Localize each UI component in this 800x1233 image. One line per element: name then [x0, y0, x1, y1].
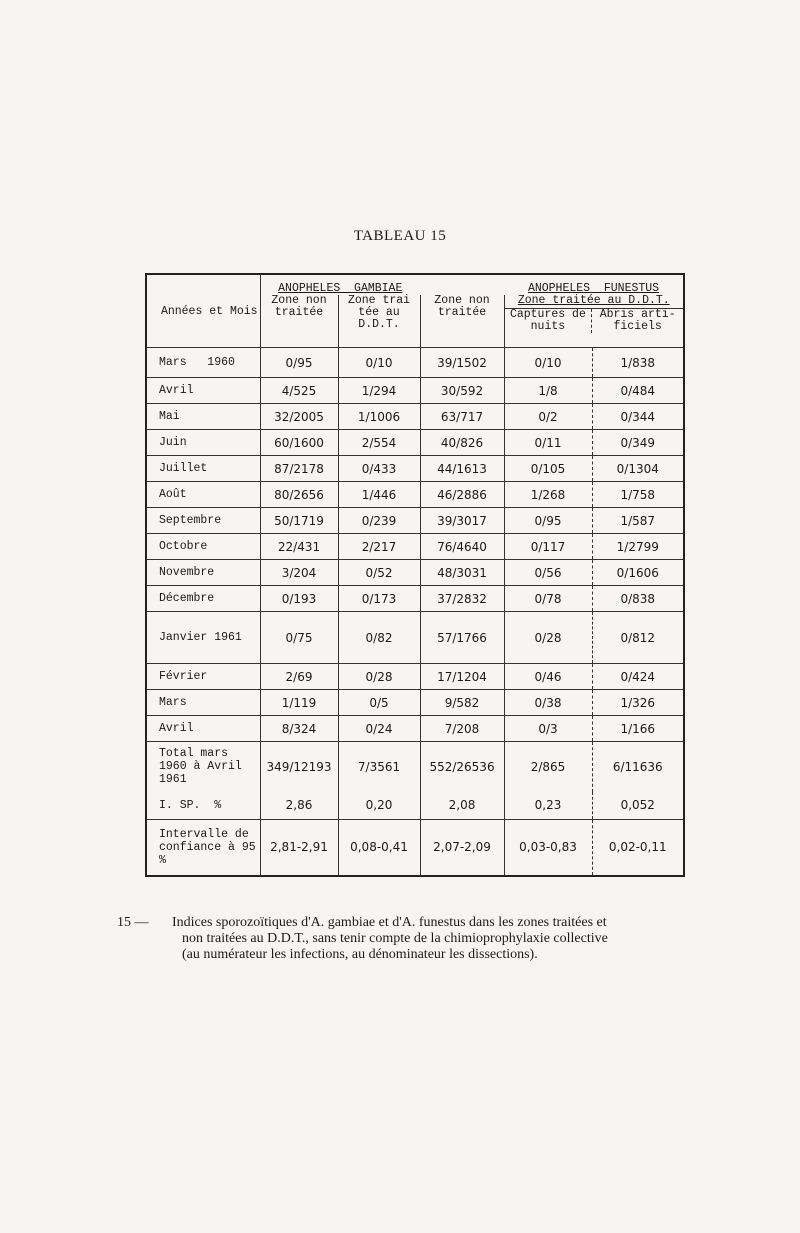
caption-line-3: (au numérateur les infections, au dénominateur les dissections).	[182, 947, 538, 962]
table-cell: 0/95	[504, 508, 592, 534]
table-cell: 8/324	[260, 716, 338, 742]
table-row	[146, 820, 684, 876]
table-cell: 46/2886	[420, 482, 504, 508]
table-cell: 57/1766	[420, 612, 504, 664]
table-row	[146, 690, 684, 716]
table-title: TABLEAU 15	[353, 228, 447, 244]
table-cell: 80/2656	[260, 482, 338, 508]
table-cell: 32/2005	[260, 404, 338, 430]
table-cell: 2,07-2,09	[420, 820, 504, 876]
row-label: Octobre	[146, 534, 260, 560]
table-cell: 17/1204	[420, 664, 504, 690]
table-cell: 0/28	[504, 612, 592, 664]
table-cell: 0/5	[338, 690, 420, 716]
table-cell: 1/268	[504, 482, 592, 508]
table-cell: 0,20	[338, 792, 420, 820]
header-gam-untreated: Zone non traitée	[260, 295, 338, 348]
row-label: Mars	[146, 690, 260, 716]
table-cell: 0/10	[338, 348, 420, 378]
table-cell: 0/424	[592, 664, 684, 690]
table-cell: 0/56	[504, 560, 592, 586]
row-label: Avril	[146, 716, 260, 742]
row-label: Août	[146, 482, 260, 508]
table-cell: 2/865	[504, 742, 592, 792]
table-cell: 39/1502	[420, 348, 504, 378]
row-label: Novembre	[146, 560, 260, 586]
row-label: Septembre	[146, 508, 260, 534]
table-cell: 0/75	[260, 612, 338, 664]
table-cell: 0/433	[338, 456, 420, 482]
table-cell: 0/344	[592, 404, 684, 430]
table-row	[146, 586, 684, 612]
table-row	[146, 792, 684, 820]
caption-number: 15 —	[117, 915, 149, 930]
table-cell: 9/582	[420, 690, 504, 716]
table-row	[146, 456, 684, 482]
sporozoite-table	[145, 273, 685, 877]
header-gam-treated: Zone trai tée au D.D.T.	[338, 295, 420, 348]
table-cell: 60/1600	[260, 430, 338, 456]
header-fun-treated: Zone traitée au D.D.T.	[505, 295, 684, 309]
table-cell: 1/326	[592, 690, 684, 716]
table-cell: 0/239	[338, 508, 420, 534]
table-row	[146, 378, 684, 404]
table-cell: 0/838	[592, 586, 684, 612]
table-cell: 0,052	[592, 792, 684, 820]
table-cell: 7/208	[420, 716, 504, 742]
table-cell: 1/2799	[592, 534, 684, 560]
table-cell: 6/11636	[592, 742, 684, 792]
table-cell: 1/446	[338, 482, 420, 508]
table-cell: 0/28	[338, 664, 420, 690]
table-cell: 0,23	[504, 792, 592, 820]
table-cell: 0/3	[504, 716, 592, 742]
table-cell: 0/10	[504, 348, 592, 378]
table-cell: 2/217	[338, 534, 420, 560]
table-cell: 0/46	[504, 664, 592, 690]
caption-line-1: Indices sporozoïtiques d'A. gambiae et d'A. funestus dans les zones traitées et	[172, 915, 607, 930]
table-cell: 2/69	[260, 664, 338, 690]
table-cell: 2,08	[420, 792, 504, 820]
table-cell: 0/1304	[592, 456, 684, 482]
table-row	[146, 560, 684, 586]
table-cell: 1/838	[592, 348, 684, 378]
table-cell: 87/2178	[260, 456, 338, 482]
table-cell: 1/119	[260, 690, 338, 716]
table-row	[146, 508, 684, 534]
table-row	[146, 534, 684, 560]
table-cell: 1/587	[592, 508, 684, 534]
table-cell: 22/431	[260, 534, 338, 560]
table-cell: 0/117	[504, 534, 592, 560]
row-label: Juillet	[146, 456, 260, 482]
table-row	[146, 742, 684, 792]
table-cell: 0,02-0,11	[592, 820, 684, 876]
row-label: Intervalle de confiance à 95 %	[146, 820, 260, 876]
header-funestus: ANOPHELES FUNESTUS	[527, 282, 660, 295]
table-cell: 63/717	[420, 404, 504, 430]
table-row	[146, 612, 684, 664]
table-row	[146, 430, 684, 456]
table-cell: 30/592	[420, 378, 504, 404]
table-cell: 0/173	[338, 586, 420, 612]
table-cell: 0/82	[338, 612, 420, 664]
table-cell: 76/4640	[420, 534, 504, 560]
table-cell: 552/26536	[420, 742, 504, 792]
table-cell: 2/554	[338, 430, 420, 456]
table-cell: 0/95	[260, 348, 338, 378]
header-fun-abris: Abris arti- ficiels	[591, 309, 683, 333]
row-label: Juin	[146, 430, 260, 456]
table-cell: 1/166	[592, 716, 684, 742]
table-row	[146, 482, 684, 508]
row-label: Février	[146, 664, 260, 690]
table-cell: 37/2832	[420, 586, 504, 612]
row-label: Janvier 1961	[146, 612, 260, 664]
table-cell: 0/24	[338, 716, 420, 742]
table-cell: 0/812	[592, 612, 684, 664]
table-row	[146, 404, 684, 430]
table-cell: 0/1606	[592, 560, 684, 586]
table-cell: 0/38	[504, 690, 592, 716]
table-cell: 40/826	[420, 430, 504, 456]
table-cell: 1/294	[338, 378, 420, 404]
row-label: Avril	[146, 378, 260, 404]
header-row-label: Années et Mois	[146, 274, 260, 348]
row-label: Total mars 1960 à Avril 1961	[159, 747, 242, 787]
row-label: Mars 1960	[146, 348, 260, 378]
row-label: I. SP. %	[146, 792, 260, 820]
table-cell: 7/3561	[338, 742, 420, 792]
table-cell: 1/758	[592, 482, 684, 508]
table-cell: 2,81-2,91	[260, 820, 338, 876]
table-cell: 0/78	[504, 586, 592, 612]
header-gambiae: ANOPHELES GAMBIAE	[278, 282, 403, 295]
table-cell: 0/11	[504, 430, 592, 456]
table-cell: 4/525	[260, 378, 338, 404]
table-cell: 0/484	[592, 378, 684, 404]
table-cell: 0/349	[592, 430, 684, 456]
header-fun-captures: Captures de nuits	[509, 308, 586, 333]
row-label: Mai	[146, 404, 260, 430]
table-cell: 0,03-0,83	[504, 820, 592, 876]
row-label: Décembre	[146, 586, 260, 612]
caption-line-2: non traitées au D.D.T., sans tenir compte de la chimioprophylaxie collective	[182, 931, 608, 946]
table-cell: 1/8	[504, 378, 592, 404]
table-cell: 0/2	[504, 404, 592, 430]
table-cell: 0/193	[260, 586, 338, 612]
table-cell: 50/1719	[260, 508, 338, 534]
table-row	[146, 664, 684, 690]
table-cell: 3/204	[260, 560, 338, 586]
table-cell: 39/3017	[420, 508, 504, 534]
table-cell: 1/1006	[338, 404, 420, 430]
table-cell: 2,86	[260, 792, 338, 820]
table-cell: 0,08-0,41	[338, 820, 420, 876]
header-fun-untreated: Zone non traitée	[420, 295, 504, 348]
table-row	[146, 348, 684, 378]
header-fun-treated-group	[504, 295, 684, 348]
table-cell: 349/12193	[260, 742, 338, 792]
table-cell: 0/105	[504, 456, 592, 482]
table-row	[146, 716, 684, 742]
table-cell: 0/52	[338, 560, 420, 586]
table-cell: 44/1613	[420, 456, 504, 482]
table-cell: 48/3031	[420, 560, 504, 586]
